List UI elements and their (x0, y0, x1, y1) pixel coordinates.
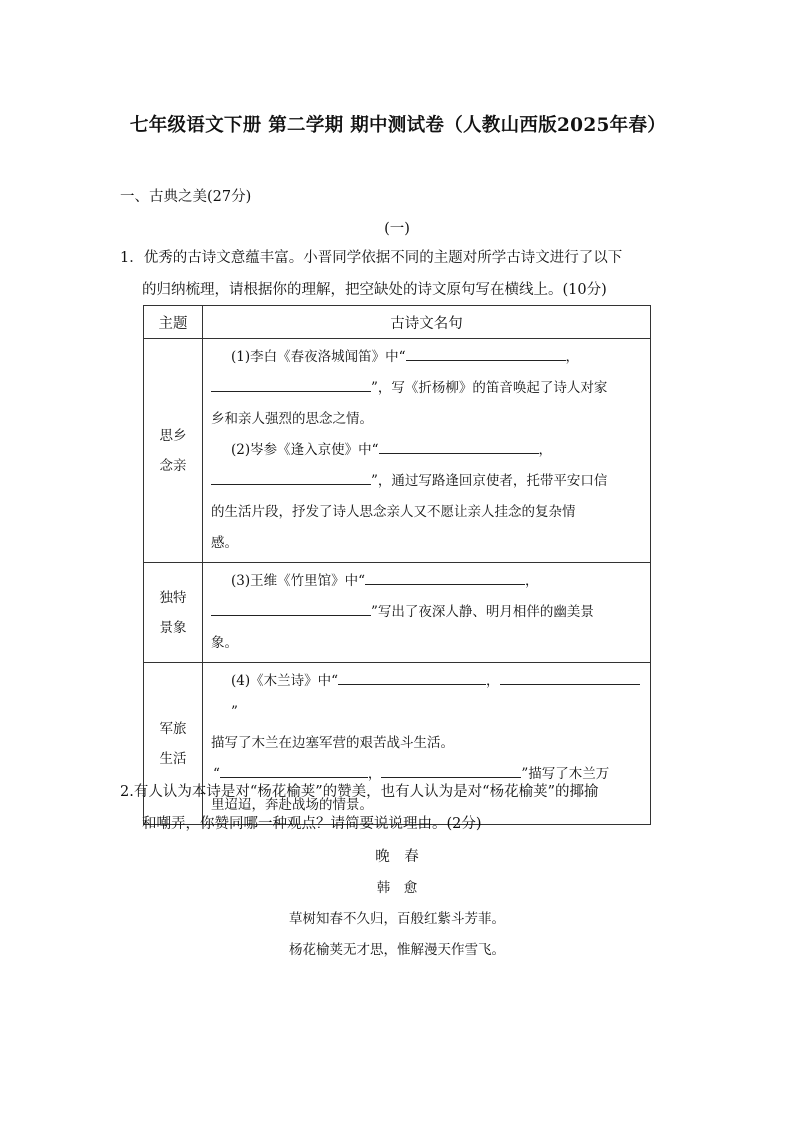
quote-text: ， (538, 442, 553, 458)
answer-blank[interactable] (500, 670, 640, 685)
quote-text: ”，写《折杨柳》的笛音唤起了诗人对家 (371, 380, 608, 396)
theme-cell (144, 563, 203, 663)
quote-line (211, 666, 642, 728)
quote-text: (2)岑参《逢入京使》中“ (231, 442, 379, 458)
question-1-line-2: 的归纳梳理，请根据你的理解，把空缺处的诗文原句写在横线上。(10分) (142, 282, 607, 298)
question-2 (120, 776, 678, 840)
table-row (144, 563, 651, 663)
quote-text: ”描写了木兰万 (521, 766, 610, 782)
quote-text: ， (565, 349, 580, 365)
quote-line (211, 597, 642, 628)
table-row (144, 339, 651, 563)
quote-text: ” (231, 704, 238, 720)
question-1 (120, 242, 678, 306)
quote-text: (1)李白《春夜洛城闻笛》中“ (231, 349, 406, 365)
table-header-quotes: 古诗文名句 (203, 306, 651, 339)
poem-line-2: 杨花榆荚无才思，惟解漫天作雪飞。 (289, 942, 505, 958)
page-title: 七年级语文下册 第二学期 期中测试卷（人教山西版2025年春） (129, 115, 667, 136)
answer-blank[interactable] (365, 570, 525, 585)
answer-blank[interactable] (211, 377, 371, 392)
quote-line: 乡和亲人强烈的思念之情。 (211, 411, 373, 427)
theme-text: 生活 (159, 750, 187, 767)
quote-line (211, 435, 642, 466)
quote-text: (3)王维《竹里馆》中“ (231, 573, 366, 589)
poem-table (143, 305, 651, 825)
theme-text: 念亲 (159, 457, 187, 474)
poem-author: 韩 愈 (376, 880, 418, 896)
quote-line: 里迢迢，奔赴战场的情景。 (211, 797, 373, 813)
quote-cell (203, 339, 651, 563)
quote-text: ， (525, 573, 539, 589)
theme-text: 景象 (159, 619, 187, 636)
question-2-line-2: 和嘲弄，你赞同哪一种观点？请简要说说理由。(2分) (142, 816, 482, 832)
quote-text: ”写出了夜深人静、明月相伴的幽美景 (371, 604, 594, 620)
question-2-line-1: 2.有人认为本诗是对“杨花榆荚”的赞美，也有人认为是对“杨花榆荚”的揶揄 (120, 784, 599, 800)
quote-line (211, 373, 642, 404)
quote-cell (203, 563, 651, 663)
theme-text: 思乡 (159, 427, 187, 444)
quote-text: ， (367, 766, 382, 782)
question-1-line-1: 1．优秀的古诗文意蕴丰富。小晋同学依据不同的主题对所学古诗文进行了以下 (120, 250, 623, 266)
quote-text: ”，通过写路逢回京使者，托带平安口信 (371, 473, 608, 489)
quote-line: 象。 (211, 635, 238, 651)
poem-title: 晚 春 (375, 849, 419, 865)
quote-text: (4)《木兰诗》中“ (231, 673, 339, 689)
table-header-row (144, 306, 651, 339)
theme-cell (144, 339, 203, 563)
answer-blank[interactable] (406, 346, 566, 361)
quote-line (211, 566, 642, 597)
theme-text: 军旅 (159, 720, 187, 737)
quote-line (211, 342, 642, 373)
section-heading: 一、古典之美(27分) (120, 189, 252, 205)
quote-line: 的生活片段，抒发了诗人思念亲人又不愿让亲人挂念的复杂情 (211, 504, 576, 520)
answer-blank[interactable] (338, 670, 486, 685)
theme-text: 独特 (159, 589, 187, 606)
table-header-theme: 主题 (144, 306, 203, 339)
answer-blank[interactable] (211, 470, 371, 485)
poem-line-1: 草树知春不久归，百般红紫斗芳菲。 (289, 911, 505, 927)
quote-line: 描写了木兰在边塞军营的艰苦战斗生活。 (211, 735, 454, 751)
quote-line (211, 466, 642, 497)
subsection-heading: (一) (384, 221, 410, 237)
quote-text: “ (213, 766, 220, 782)
quote-text: ， (486, 673, 500, 689)
answer-blank[interactable] (211, 601, 371, 616)
quote-line: 感。 (211, 535, 238, 551)
answer-blank[interactable] (379, 439, 539, 454)
